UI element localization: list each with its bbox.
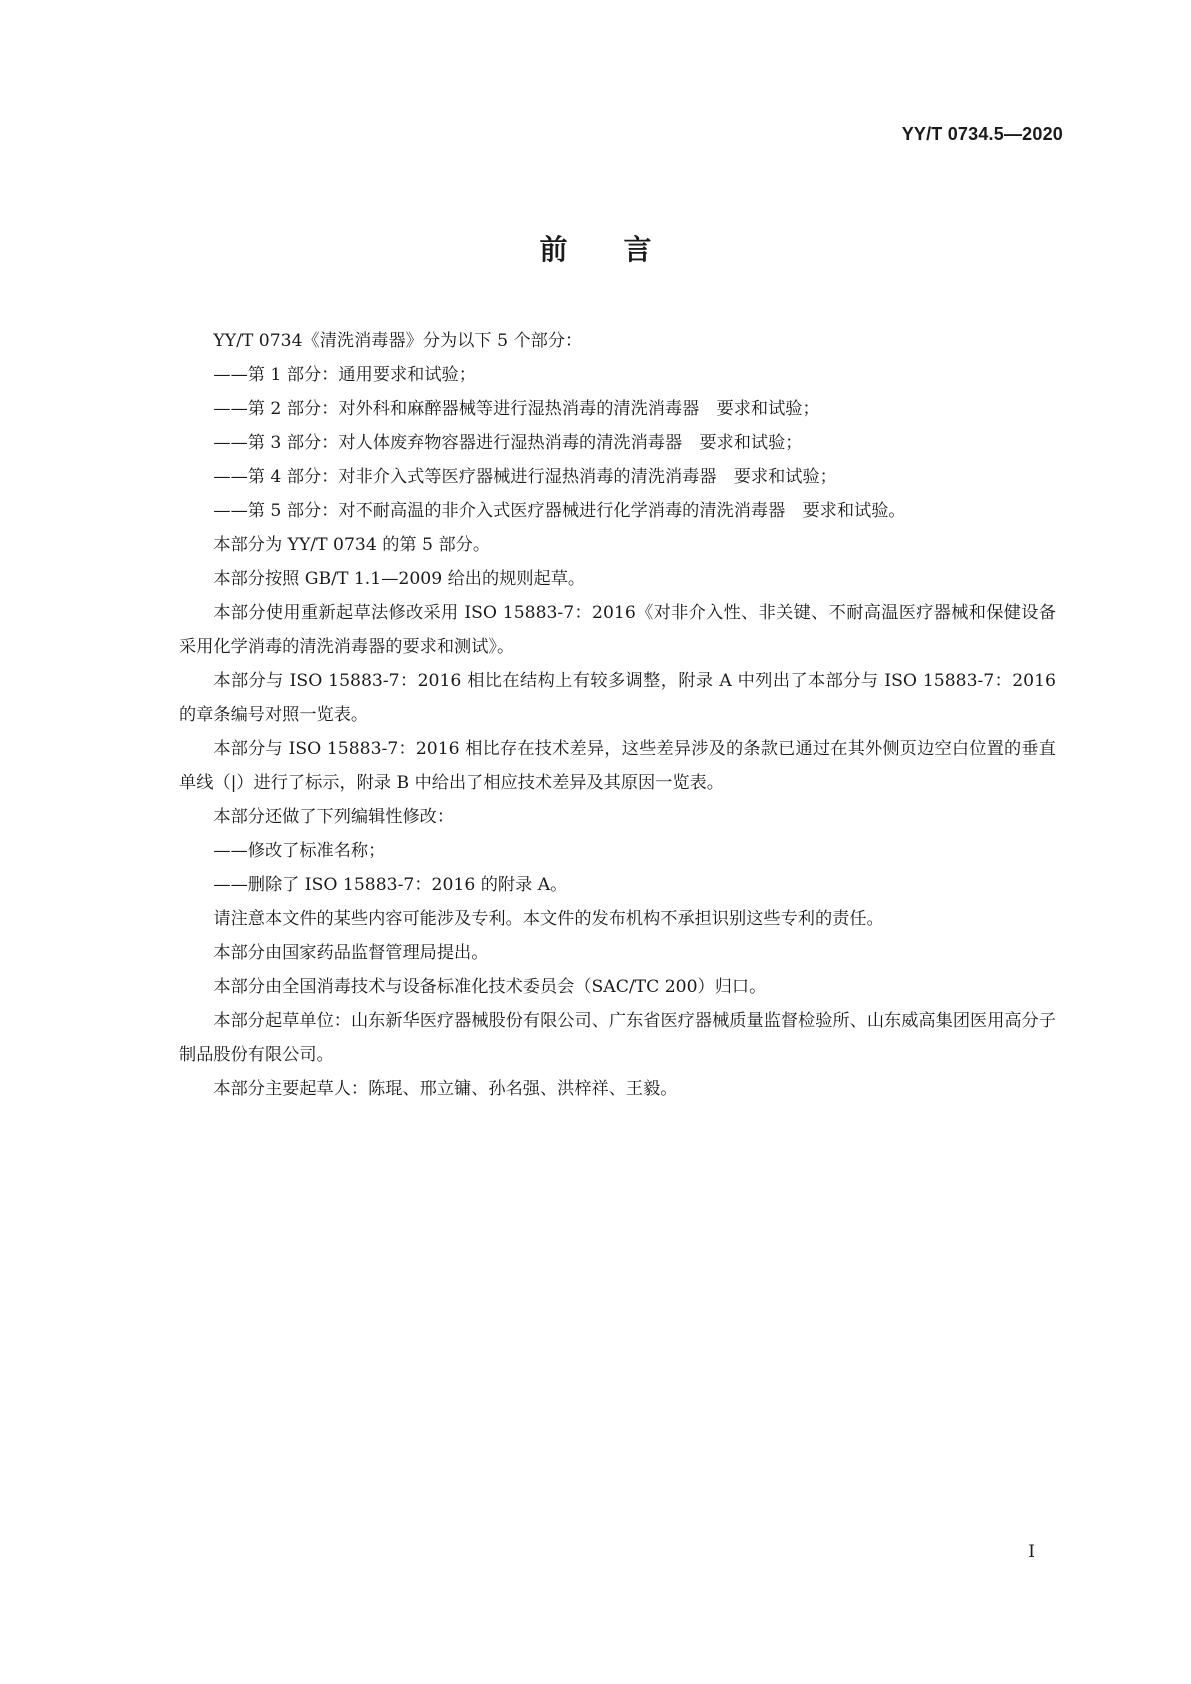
list-item: ——第 4 部分：对非介入式等医疗器械进行湿热消毒的清洗消毒器 要求和试验； <box>213 467 837 487</box>
paragraph: 本部分由国家药品监督管理局提出。 <box>213 943 489 963</box>
list-item: ——第 2 部分：对外科和麻醉器械等进行湿热消毒的清洗消毒器 要求和试验； <box>213 399 820 419</box>
page-title: 前言 <box>539 233 708 266</box>
paragraph: 本部分还做了下列编辑性修改： <box>213 807 455 827</box>
paragraph: 本部分主要起草人：陈琨、邢立镛、孙名强、洪梓祥、王毅。 <box>213 1079 678 1099</box>
paragraph: 本部分由全国消毒技术与设备标准化技术委员会（SAC/TC 200）归口。 <box>213 977 767 997</box>
list-item: ——第 3 部分：对人体废弃物容器进行湿热消毒的清洗消毒器 要求和试验； <box>213 433 803 453</box>
paragraph: 本部分起草单位：山东新华医疗器械股份有限公司、广东省医疗器械质量监督检验所、山东威高集团医用高分子制品股份有限公司。 <box>179 1011 1056 1065</box>
list-item: ——删除了 ISO 15883-7：2016 的附录 A。 <box>213 875 568 895</box>
list-item: ——第 5 部分：对不耐高温的非介入式医疗器械进行化学消毒的清洗消毒器 要求和试验。 <box>213 501 906 521</box>
paragraph: 本部分为 YY/T 0734 的第 5 部分。 <box>213 535 491 555</box>
page-number: I <box>1028 1542 1035 1562</box>
paragraph: 本部分与 ISO 15883-7：2016 相比在结构上有较多调整，附录 A 中列出了本部分与 ISO 15883-7：2016 的章条编号对照一览表。 <box>179 671 1056 725</box>
standard-code: YY/T 0734.5—2020 <box>901 124 1063 144</box>
paragraph: 本部分使用重新起草法修改采用 ISO 15883-7：2016《对非介入性、非关键、不耐高温医疗器械和保健设备采用化学消毒的清洗消毒器的要求和测试》。 <box>179 603 1056 657</box>
paragraph: YY/T 0734《清洗消毒器》分为以下 5 个部分： <box>213 331 583 351</box>
paragraph: 本部分按照 GB/T 1.1—2009 给出的规则起草。 <box>213 569 586 589</box>
list-item: ——修改了标准名称； <box>213 841 386 861</box>
paragraph: 请注意本文件的某些内容可能涉及专利。本文件的发布机构不承担识别这些专利的责任。 <box>213 909 884 929</box>
list-item: ——第 1 部分：通用要求和试验； <box>213 365 476 385</box>
foreword-body <box>179 324 1056 1106</box>
paragraph: 本部分与 ISO 15883-7：2016 相比存在技术差异，这些差异涉及的条款已通过在其外侧页边空白位置的垂直单线（|）进行了标示，附录 B 中给出了相应技术差异及其原因一览表。 <box>179 739 1056 793</box>
